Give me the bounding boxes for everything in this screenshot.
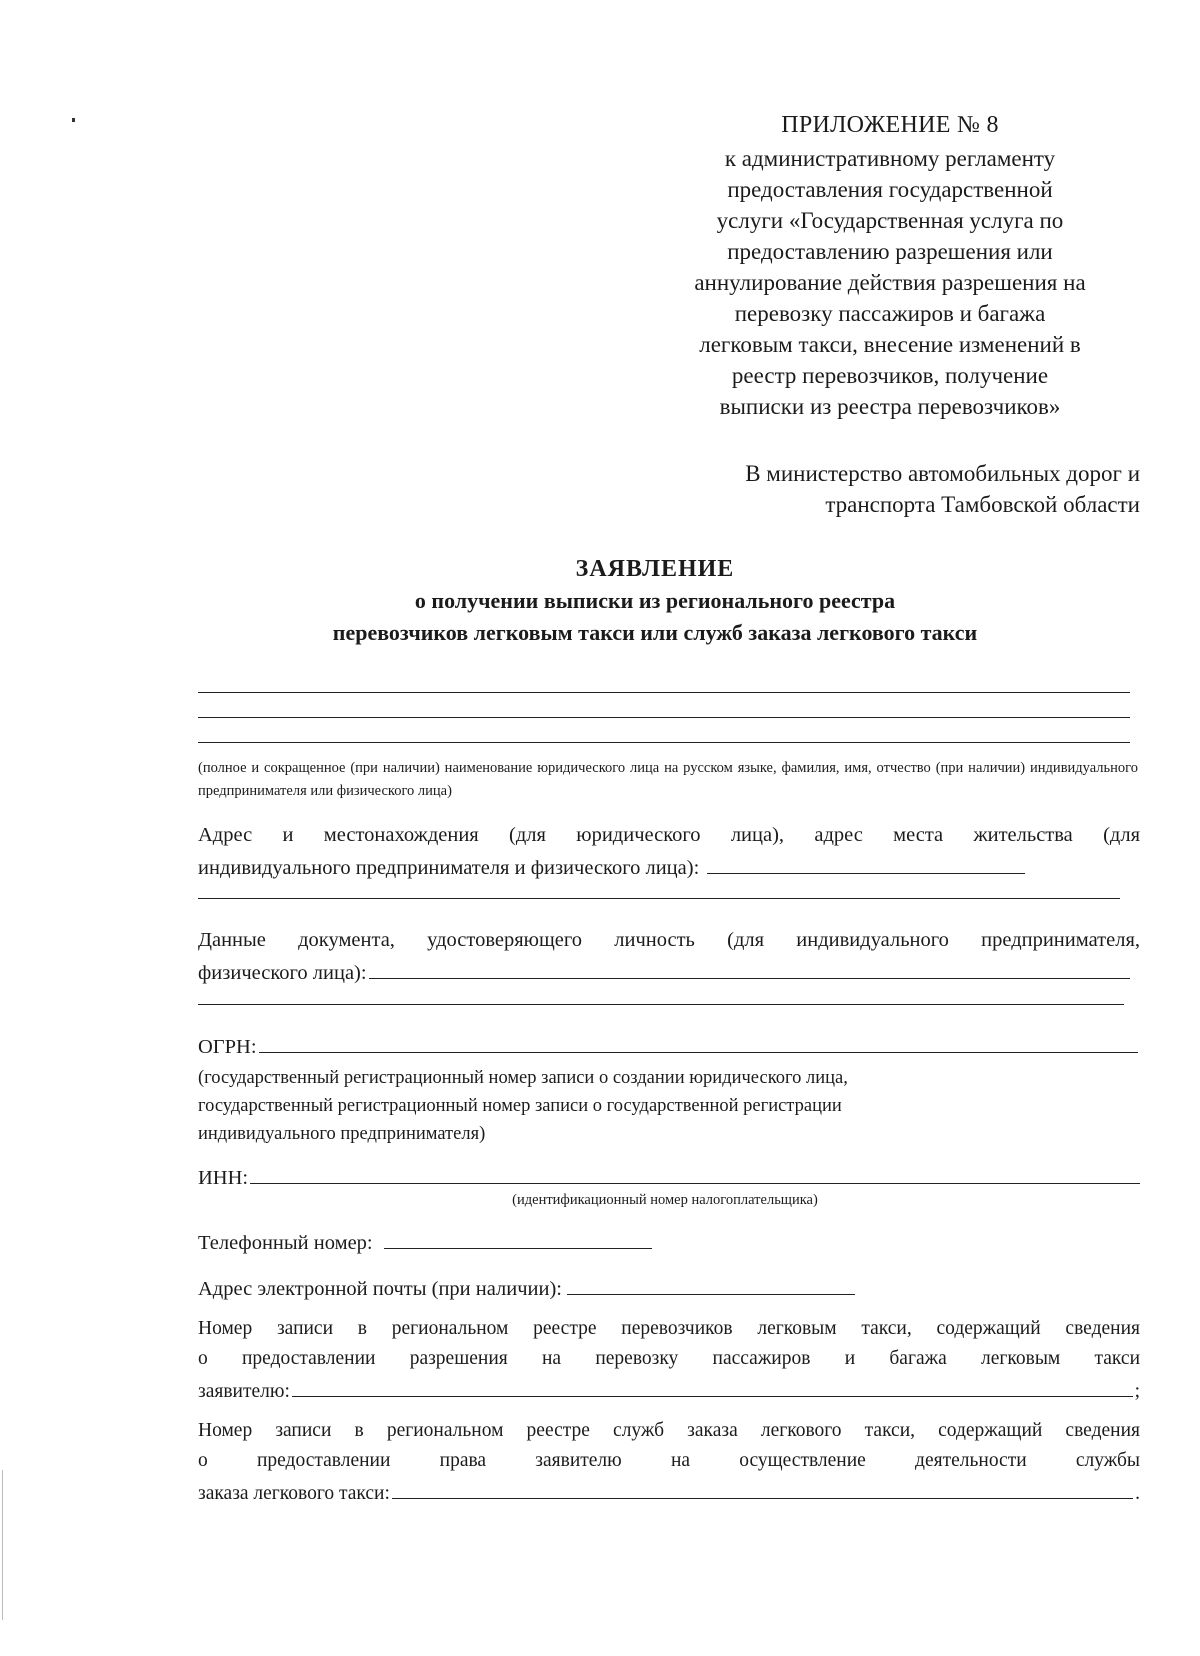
inn-note: (идентификационный номер налогоплательщика) (512, 1192, 818, 1208)
address-label-line-2: индивидуального предпринимателя и физического лица): (198, 857, 700, 879)
address-field (198, 820, 1140, 884)
appendix-line: реестр перевозчиков, получение (731, 363, 1049, 388)
address-label-line-1: Адрес и местонахождения (для юридического лица), адрес места жительства (для (198, 824, 1140, 846)
carrier-record-line-2: о предоставлении разрешения на перевозку пассажиров и багажа легковым такси (198, 1348, 1140, 1369)
ogrn-note (198, 1064, 1140, 1148)
appendix-line: предоставлению разрешения или (727, 239, 1053, 264)
identity-label-line-1: Данные документа, удостоверяющего личность (для индивидуального предпринимателя, (198, 929, 1140, 951)
dispatch-record-label: заказа легкового такси: (198, 1483, 390, 1504)
title-sub-1: о получении выписки из регионального реестра (414, 588, 896, 613)
name-line-3[interactable] (198, 742, 1130, 743)
appendix-line: к административному регламенту (724, 146, 1056, 171)
inn-input-line[interactable] (250, 1161, 1140, 1184)
identity-field (198, 925, 1140, 989)
identity-label-line-2: физического лица): (198, 962, 367, 984)
ogrn-label: ОГРН: (198, 1036, 257, 1058)
dispatch-record-line-1: Номер записи в региональном реестре служб заказа легкового такси, содержащий сведения (198, 1420, 1140, 1441)
name-line-2[interactable] (198, 717, 1130, 718)
email-input-line[interactable] (567, 1272, 855, 1295)
appendix-header (640, 110, 1140, 422)
ogrn-note-line: (государственный регистрационный номер записи о создании юридического лица, (198, 1068, 848, 1088)
ogrn-note-line: индивидуального предпринимателя) (198, 1124, 486, 1144)
phone-input-line[interactable] (384, 1226, 652, 1249)
recipient-line-1: В министерство автомобильных дорог и (745, 461, 1140, 486)
scan-dot (72, 118, 75, 122)
appendix-line: услуги «Государственная услуга по (716, 208, 1064, 233)
appendix-line: перевозку пассажиров и багажа (734, 301, 1046, 326)
carrier-record-input-line[interactable] (292, 1374, 1133, 1397)
dispatch-record-line-2: о предоставлении права заявителю на осуществление деятельности службы (198, 1450, 1140, 1471)
dispatch-record-field (198, 1416, 1140, 1509)
carrier-record-end: ; (1134, 1381, 1140, 1402)
recipient-line-2: транспорта Тамбовской области (825, 492, 1140, 517)
phone-field (198, 1226, 1140, 1259)
appendix-line: легковым такси, внесение изменений в (699, 332, 1081, 357)
email-field (198, 1272, 1140, 1305)
dispatch-record-input-line[interactable] (392, 1476, 1133, 1499)
title-sub-2: перевозчиков легковым такси или служб заказа легкового такси (332, 620, 978, 645)
appendix-line: выписки из реестра перевозчиков» (719, 394, 1061, 419)
recipient-block (600, 458, 1140, 520)
carrier-record-label: заявителю: (198, 1381, 290, 1402)
email-label: Адрес электронной почты (при наличии): (198, 1278, 562, 1300)
address-input-line[interactable] (707, 851, 1025, 874)
identity-input-line[interactable] (369, 956, 1130, 979)
scan-edge-mark (2, 1470, 3, 1620)
inn-label: ИНН: (198, 1167, 249, 1189)
title-main: ЗАЯВЛЕНИЕ (575, 556, 735, 582)
appendix-line: предоставления государственной (727, 177, 1053, 202)
carrier-record-field (198, 1314, 1140, 1407)
ogrn-input-line[interactable] (259, 1030, 1138, 1053)
address-line-2[interactable] (198, 898, 1120, 899)
ogrn-field (198, 1030, 1140, 1063)
name-field-note: (полное и сокращенное (при наличии) наименование юридического лица на русском языке, фамилия, имя, отчество (при наличии) индивидуального предпринимателя или физического лица) (198, 760, 1138, 799)
appendix-line: аннулирование действия разрешения на (694, 270, 1086, 295)
carrier-record-line-1: Номер записи в региональном реестре перевозчиков легковым такси, содержащий сведения (198, 1318, 1140, 1339)
ogrn-note-line: государственный регистрационный номер записи о государственной регистрации (198, 1096, 842, 1116)
identity-line-2[interactable] (198, 1004, 1124, 1005)
name-line-1[interactable] (198, 692, 1130, 693)
document-title (150, 553, 1160, 649)
phone-label: Телефонный номер: (198, 1232, 373, 1254)
appendix-title: ПРИЛОЖЕНИЕ № 8 (781, 112, 999, 138)
dispatch-record-end: . (1135, 1483, 1140, 1504)
